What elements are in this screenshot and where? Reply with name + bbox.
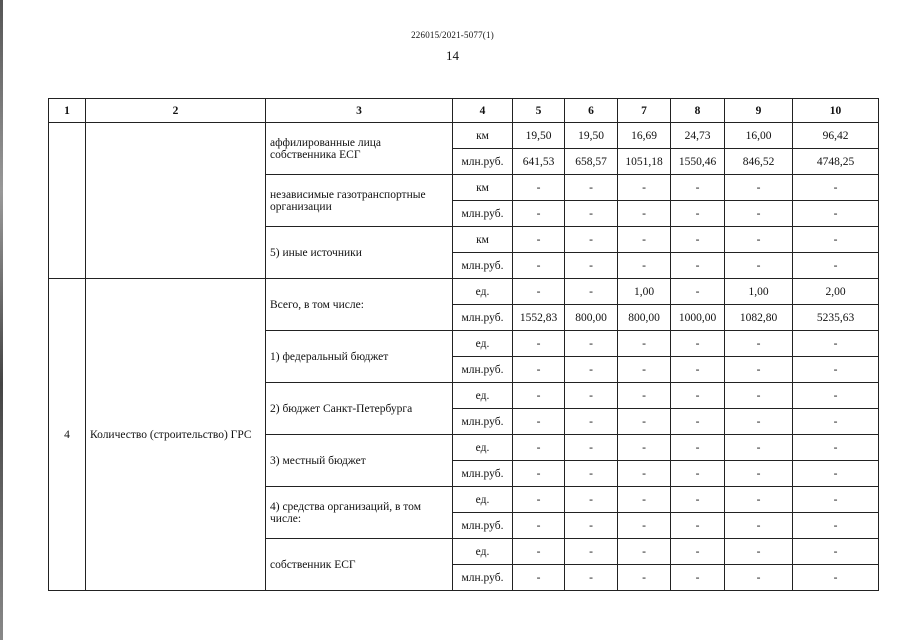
value-cell: - xyxy=(513,461,565,487)
column-header: 10 xyxy=(793,99,879,123)
unit-cell: млн.руб. xyxy=(453,461,513,487)
value-cell: - xyxy=(793,383,879,409)
value-cell: - xyxy=(618,409,671,435)
value-cell: - xyxy=(513,331,565,357)
value-cell: - xyxy=(513,539,565,565)
value-cell: - xyxy=(793,565,879,591)
column-header: 3 xyxy=(266,99,453,123)
value-cell: - xyxy=(671,461,725,487)
value-cell: - xyxy=(618,357,671,383)
column-header: 4 xyxy=(453,99,513,123)
value-cell: - xyxy=(618,539,671,565)
table-row xyxy=(49,279,879,305)
value-cell: - xyxy=(618,461,671,487)
unit-cell: ед. xyxy=(453,383,513,409)
value-cell: - xyxy=(671,227,725,253)
value-cell: - xyxy=(725,513,793,539)
value-cell: 1082,80 xyxy=(725,305,793,331)
value-cell: - xyxy=(671,279,725,305)
column-header: 7 xyxy=(618,99,671,123)
unit-cell: млн.руб. xyxy=(453,565,513,591)
value-cell: - xyxy=(725,565,793,591)
unit-cell: млн.руб. xyxy=(453,201,513,227)
value-cell: - xyxy=(513,227,565,253)
table-header-row xyxy=(49,99,879,123)
value-cell: - xyxy=(513,201,565,227)
value-cell: - xyxy=(793,357,879,383)
value-cell: - xyxy=(565,175,618,201)
value-cell: - xyxy=(565,565,618,591)
unit-cell: млн.руб. xyxy=(453,305,513,331)
value-cell: - xyxy=(513,435,565,461)
value-cell: - xyxy=(671,253,725,279)
value-cell: - xyxy=(618,435,671,461)
column-header: 2 xyxy=(86,99,266,123)
value-cell: - xyxy=(793,227,879,253)
value-cell: - xyxy=(725,461,793,487)
row-label: 2) бюджет Санкт-Петербурга xyxy=(266,383,453,435)
row-number: 4 xyxy=(49,279,86,591)
value-cell: 16,69 xyxy=(618,123,671,149)
value-cell: - xyxy=(565,383,618,409)
value-cell: - xyxy=(671,383,725,409)
value-cell: - xyxy=(565,201,618,227)
value-cell: 658,57 xyxy=(565,149,618,175)
unit-cell: млн.руб. xyxy=(453,409,513,435)
unit-cell: км xyxy=(453,175,513,201)
value-cell: 24,73 xyxy=(671,123,725,149)
unit-cell: ед. xyxy=(453,331,513,357)
unit-cell: км xyxy=(453,123,513,149)
value-cell: - xyxy=(565,357,618,383)
value-cell: - xyxy=(618,175,671,201)
value-cell: - xyxy=(793,461,879,487)
value-cell: - xyxy=(618,565,671,591)
column-header: 9 xyxy=(725,99,793,123)
value-cell: 5235,63 xyxy=(793,305,879,331)
unit-cell: млн.руб. xyxy=(453,513,513,539)
value-cell: - xyxy=(565,331,618,357)
value-cell: - xyxy=(671,487,725,513)
indicator-cell xyxy=(86,123,266,279)
row-label: 4) средства организаций, в том числе: xyxy=(266,487,453,539)
value-cell: - xyxy=(793,253,879,279)
value-cell: - xyxy=(513,175,565,201)
value-cell: 96,42 xyxy=(793,123,879,149)
unit-cell: ед. xyxy=(453,487,513,513)
value-cell: 19,50 xyxy=(565,123,618,149)
value-cell: - xyxy=(618,487,671,513)
value-cell: - xyxy=(725,487,793,513)
value-cell: 4748,25 xyxy=(793,149,879,175)
value-cell: - xyxy=(513,279,565,305)
value-cell: 1,00 xyxy=(725,279,793,305)
row-label: 1) федеральный бюджет xyxy=(266,331,453,383)
value-cell: - xyxy=(793,435,879,461)
value-cell: - xyxy=(793,409,879,435)
value-cell: - xyxy=(618,253,671,279)
unit-cell: млн.руб. xyxy=(453,149,513,175)
unit-cell: км xyxy=(453,227,513,253)
column-header: 6 xyxy=(565,99,618,123)
table-row xyxy=(49,123,879,149)
value-cell: - xyxy=(565,253,618,279)
value-cell: - xyxy=(725,331,793,357)
page-number: 14 xyxy=(446,48,459,63)
value-cell: 1552,83 xyxy=(513,305,565,331)
value-cell: - xyxy=(513,565,565,591)
value-cell: - xyxy=(793,513,879,539)
value-cell: 1,00 xyxy=(618,279,671,305)
value-cell: - xyxy=(725,539,793,565)
unit-cell: ед. xyxy=(453,539,513,565)
value-cell: - xyxy=(793,201,879,227)
row-label: 3) местный бюджет xyxy=(266,435,453,487)
value-cell: - xyxy=(565,409,618,435)
value-cell: - xyxy=(671,409,725,435)
value-cell: 1051,18 xyxy=(618,149,671,175)
value-cell: - xyxy=(671,435,725,461)
value-cell: - xyxy=(671,175,725,201)
value-cell: 846,52 xyxy=(725,149,793,175)
value-cell: - xyxy=(513,383,565,409)
value-cell: - xyxy=(793,331,879,357)
value-cell: - xyxy=(671,565,725,591)
value-cell: - xyxy=(513,487,565,513)
row-label: Всего, в том числе: xyxy=(266,279,453,331)
unit-cell: ед. xyxy=(453,435,513,461)
row-number-cell xyxy=(49,123,86,279)
value-cell: 1550,46 xyxy=(671,149,725,175)
row-label: независимые газотранспортные организации xyxy=(266,175,453,227)
value-cell: - xyxy=(618,331,671,357)
value-cell: 19,50 xyxy=(513,123,565,149)
unit-cell: млн.руб. xyxy=(453,253,513,279)
value-cell: - xyxy=(793,487,879,513)
value-cell: - xyxy=(725,409,793,435)
value-cell: - xyxy=(793,539,879,565)
column-header: 1 xyxy=(49,99,86,123)
value-cell: 800,00 xyxy=(618,305,671,331)
value-cell: - xyxy=(565,279,618,305)
value-cell: 800,00 xyxy=(565,305,618,331)
column-header: 5 xyxy=(513,99,565,123)
value-cell: - xyxy=(671,331,725,357)
table-body xyxy=(49,99,879,591)
column-header: 8 xyxy=(671,99,725,123)
row-label: 5) иные источники xyxy=(266,227,453,279)
value-cell: - xyxy=(793,175,879,201)
unit-cell: ед. xyxy=(453,279,513,305)
value-cell: - xyxy=(565,227,618,253)
row-label: аффилированные лица собственника ЕСГ xyxy=(266,123,453,175)
value-cell: - xyxy=(565,539,618,565)
value-cell: - xyxy=(671,513,725,539)
value-cell: - xyxy=(725,357,793,383)
value-cell: - xyxy=(725,253,793,279)
row-label: собственник ЕСГ xyxy=(266,539,453,591)
value-cell: 641,53 xyxy=(513,149,565,175)
value-cell: - xyxy=(565,487,618,513)
value-cell: - xyxy=(725,201,793,227)
value-cell: - xyxy=(671,357,725,383)
value-cell: - xyxy=(618,513,671,539)
value-cell: - xyxy=(618,227,671,253)
value-cell: - xyxy=(618,383,671,409)
value-cell: - xyxy=(671,539,725,565)
unit-cell: млн.руб. xyxy=(453,357,513,383)
value-cell: - xyxy=(725,383,793,409)
value-cell: - xyxy=(671,201,725,227)
value-cell: - xyxy=(513,409,565,435)
value-cell: - xyxy=(725,435,793,461)
value-cell: 2,00 xyxy=(793,279,879,305)
value-cell: - xyxy=(565,461,618,487)
value-cell: 1000,00 xyxy=(671,305,725,331)
value-cell: - xyxy=(513,513,565,539)
value-cell: 16,00 xyxy=(725,123,793,149)
value-cell: - xyxy=(618,201,671,227)
value-cell: - xyxy=(725,227,793,253)
value-cell: - xyxy=(513,357,565,383)
value-cell: - xyxy=(565,435,618,461)
scan-edge xyxy=(0,0,3,640)
data-table xyxy=(48,98,879,591)
value-cell: - xyxy=(565,513,618,539)
value-cell: - xyxy=(513,253,565,279)
value-cell: - xyxy=(725,175,793,201)
indicator-title: Количество (строительство) ГРС xyxy=(86,279,266,591)
document-number: 226015/2021-5077(1) xyxy=(411,30,494,40)
